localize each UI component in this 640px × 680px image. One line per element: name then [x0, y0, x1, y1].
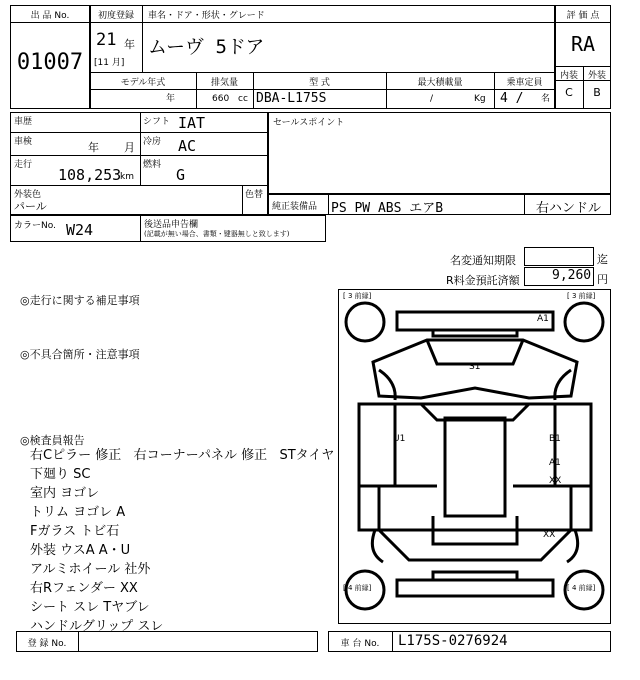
aircon-label: 冷房 [143, 137, 162, 147]
grade-label: 評 価 点 [566, 11, 600, 21]
registration-month: [11 月] [94, 58, 125, 68]
displacement-value: 660 [212, 94, 230, 104]
deadline-label: 名変通知期限 [450, 254, 516, 267]
inspector-line: シート スレ Tヤブレ [30, 600, 150, 615]
exterior-grade: B [593, 86, 601, 99]
history-label: 車歴 [14, 117, 33, 127]
inspector-line: 下廻り SC [30, 467, 91, 482]
inspection-month: 月 [124, 141, 135, 154]
mileage-unit: km [120, 172, 134, 182]
inspector-line: Fガラス トビ石 [30, 524, 120, 539]
inspection-year: 年 [88, 141, 99, 154]
aircon-value: AC [178, 137, 197, 155]
car-name: ムーヴ 5ドア [148, 36, 265, 58]
shift-label: シフト [143, 117, 171, 127]
recycle-fee-value: 9,260 [552, 268, 592, 283]
registration-year-unit: 年 [124, 38, 135, 51]
steering-value: 右ハンドル [536, 201, 602, 216]
model-year-unit: 年 [166, 94, 176, 104]
chassis-number-value: L175S-0276924 [398, 633, 508, 649]
details-box [10, 112, 268, 215]
repaint-label: 色替 [245, 190, 264, 200]
corner-label-rear-right: [ 4 前縁] [567, 584, 596, 592]
fuel-value: G [176, 166, 186, 184]
inspector-line: 右Rフェンダー XX [30, 581, 138, 596]
documents-note: (記載が無い場合、書類・键器無しと致します) [144, 230, 290, 238]
mileage-label: 走行 [14, 160, 33, 170]
mark-right-side-1: B1 [549, 434, 561, 444]
exterior-color-label: 外装色 [14, 190, 42, 200]
mark-right-side-3: XX [549, 476, 562, 486]
interior-grade-label: 内装 [559, 71, 578, 81]
max-load-unit: Kg [474, 94, 486, 104]
model-type-label: 型 式 [309, 78, 330, 88]
first-registration-label: 初度登録 [97, 11, 134, 21]
recycle-fee-unit: 円 [597, 273, 608, 286]
inspector-line: 右Cピラー 修正 右コーナーパネル 修正 STタイヤ [30, 448, 335, 463]
max-load-value: / [430, 94, 434, 104]
inspector-line: 室内 ヨゴレ [30, 486, 100, 501]
displacement-label: 排気量 [210, 78, 238, 88]
inspector-line: ハンドルグリップ スレ [30, 619, 164, 634]
inspector-report-list [30, 446, 335, 636]
equipment-value: PS PW ABS エアB [331, 201, 444, 216]
color-number-value: W24 [66, 221, 94, 239]
inspector-line: トリム ヨゴレ A [30, 505, 126, 520]
supplement-label: ◎走行に関する補足事項 [20, 294, 140, 307]
capacity-unit: 名 [541, 94, 551, 104]
color-number-label: カラーNo. [14, 221, 56, 231]
model-type-value: DBA-L175S [256, 91, 327, 106]
car-damage-diagram [338, 289, 611, 624]
car-outline [339, 290, 610, 623]
corner-label-front-left: [ 3 前縁] [343, 292, 372, 300]
mark-right-side-2: A1 [549, 458, 561, 468]
inspector-line: アルミホイール 社外 [30, 562, 151, 577]
overall-grade: RA [570, 32, 596, 56]
inspector-report-label: ◎検査員報告 [20, 434, 85, 447]
registration-number-label: 登 録 No. [27, 639, 67, 649]
displacement-unit: cc [238, 94, 248, 104]
fuel-label: 燃料 [143, 160, 162, 170]
corner-label-front-right: [ 3 前縁] [567, 292, 596, 300]
sales-point-label: セールスポイント [273, 118, 345, 128]
recycle-fee-label: R料金預託済額 [446, 274, 520, 287]
inspector-line: 外装 ウスA A・U [30, 543, 131, 558]
defects-label: ◎不具合箇所・注意事項 [20, 348, 140, 361]
lot-number: 01007 [16, 50, 84, 75]
deadline-unit: 迄 [597, 253, 608, 266]
registration-year: 21 [96, 30, 117, 50]
chassis-number-label: 車 台 No. [340, 639, 380, 649]
corner-label-rear-left: [ 4 前縁] [343, 584, 372, 592]
lot-number-label: 出 品 No. [30, 11, 70, 21]
exterior-color-value: パール [14, 200, 47, 213]
max-load-label: 最大積載量 [417, 78, 463, 88]
shift-value: IAT [178, 114, 206, 132]
documents-label: 後送品申告欄 [144, 220, 199, 230]
mileage-value: 108,253 [58, 166, 122, 184]
deadline-box [524, 247, 594, 266]
exterior-grade-label: 外装 [587, 71, 606, 81]
car-name-label: 車名・ドア・形状・グレード [148, 11, 265, 21]
mark-roof: S1 [469, 362, 481, 372]
capacity-value: 4 / [500, 91, 524, 106]
interior-grade: C [565, 86, 573, 99]
mark-left-side: U1 [393, 434, 406, 444]
model-year-label: モデル年式 [120, 78, 166, 88]
capacity-label: 乗車定員 [506, 78, 543, 88]
mark-front-bumper: A1 [537, 314, 549, 324]
equipment-label: 純正装備品 [272, 202, 318, 212]
mark-rear-right: XX [543, 530, 556, 540]
inspection-label: 車検 [14, 137, 33, 147]
